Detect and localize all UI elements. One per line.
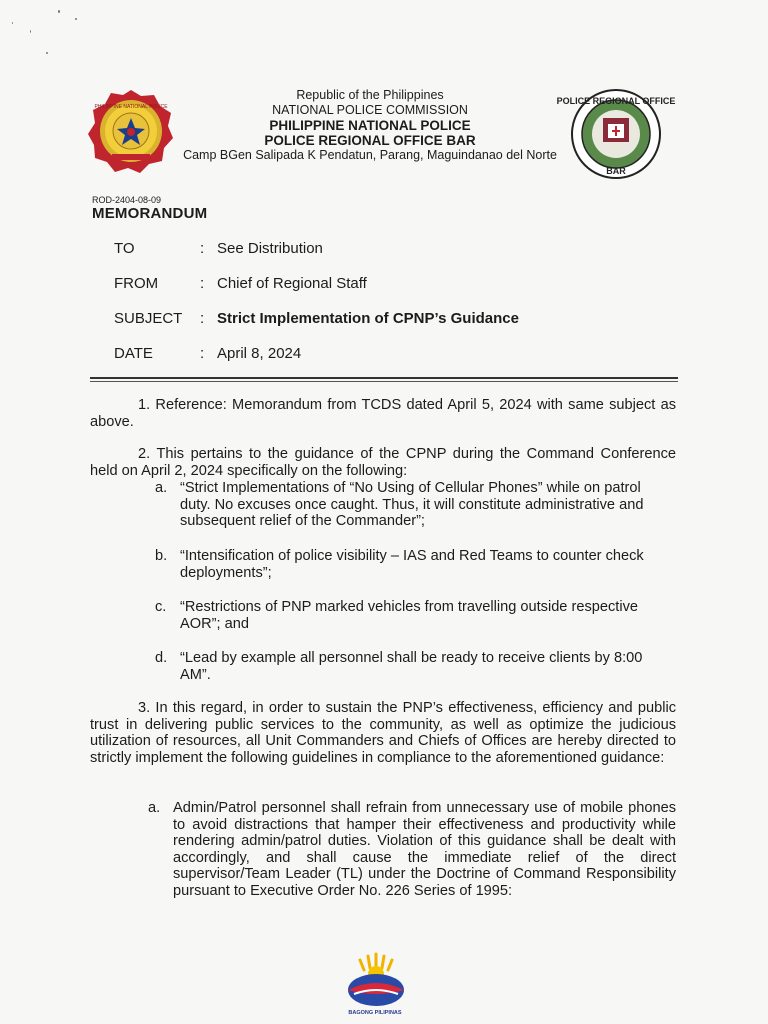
bagong-pilipinas-logo bbox=[340, 950, 410, 1018]
guidance-item-d bbox=[155, 650, 675, 683]
paragraph-3 bbox=[90, 700, 676, 766]
paragraph-2 bbox=[90, 446, 676, 479]
paragraph-1 bbox=[90, 397, 676, 430]
memo-date-value: April 8, 2024 bbox=[217, 345, 302, 362]
guidance-item-c-text: “Restrictions of PNP marked vehicles from travelling outside respective AOR”; and bbox=[180, 599, 638, 632]
memo-to-colon: : bbox=[200, 240, 205, 257]
memo-date-label: DATE bbox=[114, 345, 153, 362]
guidance-item-c-letter: c. bbox=[155, 599, 167, 615]
header-divider-thin bbox=[90, 381, 678, 382]
guideline-item-a-letter: a. bbox=[148, 800, 161, 816]
paragraph-2-text: 2. This pertains to the guidance of the CPNP during the Command Conference held on April 2, 2024 specifically on the following: bbox=[90, 446, 676, 479]
guidance-item-d-letter: d. bbox=[155, 650, 168, 666]
right-seal-bottom-text: BAR bbox=[606, 166, 626, 176]
memo-reference-number: ROD-2404-08-09 bbox=[92, 195, 162, 205]
right-seal-top-text: POLICE REGIONAL OFFICE bbox=[556, 96, 676, 106]
letterhead bbox=[170, 88, 570, 163]
memo-subject-label: SUBJECT bbox=[114, 310, 183, 327]
letterhead-office: POLICE REGIONAL OFFICE BAR bbox=[264, 133, 476, 148]
memo-subject-value: Strict Implementation of CPNP’s Guidance bbox=[217, 310, 519, 327]
guidance-item-a bbox=[155, 480, 675, 530]
memo-from-colon: : bbox=[200, 275, 205, 292]
guidance-item-a-text: “Strict Implementations of “No Using of Cellular Phones” while on patrol duty. No excuses once caught. Thus, it will constitute administrative and subsequent relief of the Commander”; bbox=[180, 480, 644, 529]
pro-bar-seal-logo bbox=[556, 88, 676, 180]
memo-to-label: TO bbox=[114, 240, 135, 257]
letterhead-address: Camp BGen Salipada K Pendatun, Parang, Maguindanao del Norte bbox=[183, 148, 557, 162]
memo-title: MEMORANDUM bbox=[92, 205, 208, 222]
pnp-seal-logo bbox=[88, 88, 174, 174]
letterhead-republic: Republic of the Philippines bbox=[296, 88, 444, 102]
letterhead-napolcom: NATIONAL POLICE COMMISSION bbox=[272, 103, 468, 117]
memo-from-value: Chief of Regional Staff bbox=[217, 275, 367, 292]
guidance-item-c bbox=[155, 599, 675, 632]
letterhead-pnp: PHILIPPINE NATIONAL POLICE bbox=[269, 118, 471, 133]
guidance-item-b bbox=[155, 548, 675, 581]
guidance-item-b-letter: b. bbox=[155, 548, 168, 564]
header-divider-thick bbox=[90, 377, 678, 379]
memo-subject-colon: : bbox=[200, 310, 205, 327]
memo-date-colon: : bbox=[200, 345, 205, 362]
guidance-item-a-letter: a. bbox=[155, 480, 168, 496]
memo-to-value: See Distribution bbox=[217, 240, 323, 257]
memo-from-label: FROM bbox=[114, 275, 159, 292]
guideline-item-a bbox=[148, 800, 676, 899]
guidance-item-d-text: “Lead by example all personnel shall be ready to receive clients by 8:00 AM”. bbox=[180, 650, 643, 683]
paragraph-3-text: 3. In this regard, in order to sustain the PNP’s effectiveness, efficiency and public trust in delivering public services to the community, as well as optimize the judicious utilization of resources, all Unit Commanders and Chiefs of Offices are hereby directed to strictly implement the following guidelines in compliance to the aforementioned guidance: bbox=[90, 700, 676, 766]
left-seal-text: PHILIPPINE NATIONAL POLICE bbox=[94, 104, 168, 110]
guideline-item-a-text: Admin/Patrol personnel shall refrain from unnecessary use of mobile phones to avoid distractions that hamper their effectiveness and productivity while rendering admin/patrol duties. Violation of this guidance shall be dealt with accordingly, and shall cause the immediate relief of the direct supervisor/Team Leader (TL) under the Doctrine of Command Responsibility pursuant to Executive Order No. 226 Series of 1995: bbox=[173, 800, 676, 899]
guidance-item-b-text: “Intensification of police visibility – IAS and Red Teams to counter check deployments”; bbox=[180, 548, 644, 581]
bagong-pilipinas-text: BAGONG PILIPINAS bbox=[348, 1010, 402, 1016]
paragraph-1-text: 1. Reference: Memorandum from TCDS dated April 5, 2024 with same subject as above. bbox=[90, 397, 676, 430]
